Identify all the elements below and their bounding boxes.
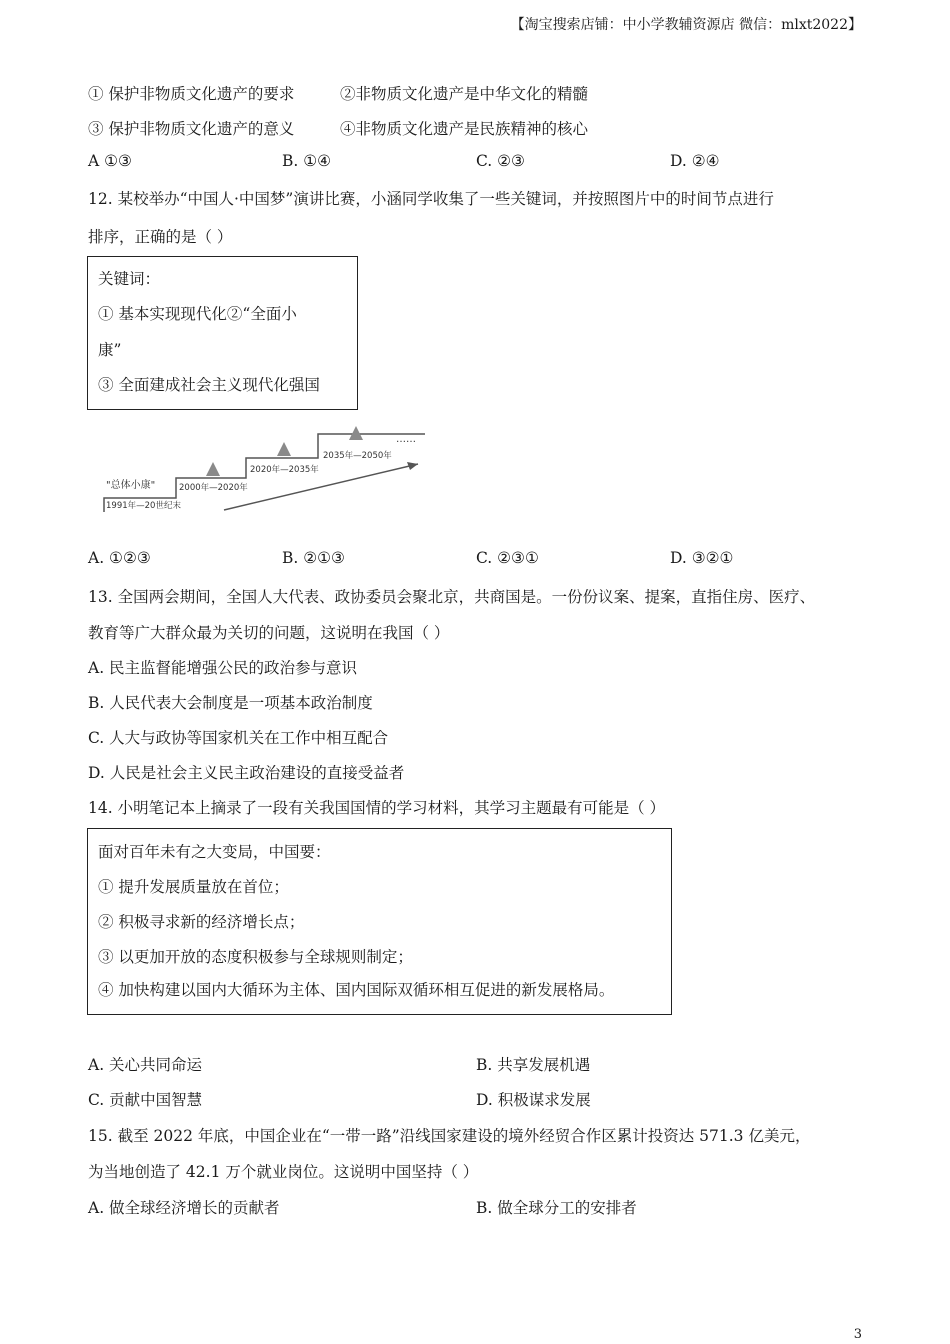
step-3-triangle-icon [277, 442, 291, 456]
material-line-3: ③ 以更加开放的态度积极参与全球规则制定； [98, 948, 413, 966]
page-header: 【淘宝搜索店铺：中小学教辅资源店 微信：mlxt2022】 [510, 17, 862, 33]
q11-option-d: D. ②④ [670, 152, 720, 170]
step-3-period: 2020年—2035年 [250, 465, 319, 475]
q13-option-a: A. 民主监督能增强公民的政治参与意识 [88, 659, 358, 677]
q11-statement-4: ④非物质文化遗产是民族精神的核心 [340, 120, 589, 138]
q12-option-b: B. ②①③ [282, 549, 345, 567]
keyword-line-3: ③ 全面建成社会主义现代化强国 [98, 376, 320, 394]
q13-stem-line-2: 教育等广大群众最为关切的问题，这说明在我国（ ） [88, 624, 450, 642]
q11-option-a: A ①③ [88, 152, 132, 170]
q14-option-b: B. 共享发展机遇 [476, 1056, 591, 1074]
q12-stem-line-1: 12. 某校举办“中国人·中国梦”演讲比赛，小涵同学收集了一些关键词，并按照图片中的时间节点进行 [88, 190, 774, 208]
page-number: 3 [853, 1327, 862, 1342]
continuation-dots: …… [396, 434, 416, 445]
q12-staircase-diagram [100, 424, 430, 516]
step-2-triangle-icon [206, 462, 220, 476]
q11-option-b: B. ①④ [282, 152, 332, 170]
material-title: 面对百年未有之大变局，中国要： [98, 843, 331, 861]
q14-stem: 14. 小明笔记本上摘录了一段有关我国国情的学习材料，其学习主题最有可能是（ ） [88, 799, 666, 817]
q14-option-d: D. 积极谋求发展 [476, 1091, 591, 1109]
keyword-line-1: ① 基本实现现代化②“全面小 [98, 305, 297, 323]
step-4-period: 2035年—2050年 [323, 451, 392, 461]
q12-option-a: A. ①②③ [88, 549, 151, 567]
step-2-period: 2000年—2020年 [179, 483, 248, 493]
q13-stem-line-1: 13. 全国两会期间，全国人大代表、政协委员会聚北京，共商国是。一份份议案、提案，直指住房、医疗、 [88, 588, 816, 606]
step-1-label: "总体小康" [106, 480, 156, 491]
material-line-1: ① 提升发展质量放在首位； [98, 878, 289, 896]
q14-material-box [87, 828, 672, 1015]
q15-stem-line-2: 为当地创造了 42.1 万个就业岗位。这说明中国坚持（ ） [88, 1163, 479, 1181]
keyword-line-2: 康” [98, 341, 122, 359]
q14-option-a: A. 关心共同命运 [88, 1056, 203, 1074]
q11-statement-2: ②非物质文化遗产是中华文化的精髓 [340, 85, 589, 103]
q14-option-c: C. 贡献中国智慧 [88, 1091, 203, 1109]
q12-option-d: D. ③②① [670, 549, 734, 567]
q15-option-b: B. 做全球分工的安排者 [476, 1199, 637, 1217]
step-4-triangle-icon [349, 426, 363, 440]
q12-option-c: C. ②③① [476, 549, 539, 567]
q12-keyword-box [87, 256, 358, 410]
step-1-period: 1991年—20世纪末 [106, 501, 181, 511]
q13-option-c: C. 人大与政协等国家机关在工作中相互配合 [88, 729, 389, 747]
q11-statement-3: ③ 保护非物质文化遗产的意义 [88, 120, 295, 138]
q12-stem-line-2: 排序，正确的是（ ） [88, 228, 233, 246]
q15-stem-line-1: 15. 截至 2022 年底，中国企业在“一带一路”沿线国家建设的境外经贸合作区累计投资达 571.3 亿美元， [88, 1127, 811, 1145]
q13-option-b: B. 人民代表大会制度是一项基本政治制度 [88, 694, 373, 712]
q11-statement-1: ① 保护非物质文化遗产的要求 [88, 85, 295, 103]
keyword-box-title: 关键词： [98, 270, 161, 288]
material-line-2: ② 积极寻求新的经济增长点； [98, 913, 305, 931]
q13-option-d: D. 人民是社会主义民主政治建设的直接受益者 [88, 764, 405, 782]
q11-option-c: C. ②③ [476, 152, 525, 170]
q15-option-a: A. 做全球经济增长的贡献者 [88, 1199, 280, 1217]
material-line-4: ④ 加快构建以国内大循环为主体、国内国际双循环相互促进的新发展格局。 [98, 981, 615, 999]
